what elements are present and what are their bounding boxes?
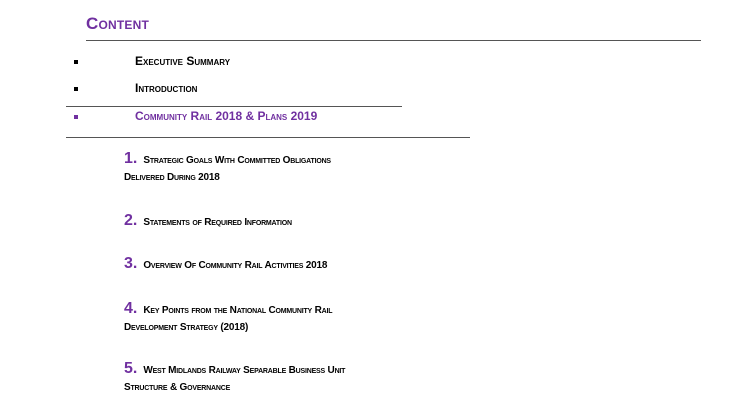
- section-5[interactable]: [124, 360, 424, 396]
- introduction-underline: [66, 106, 402, 107]
- section-5-title-line1: West Midlands Railway Separable Business Unit: [143, 365, 346, 376]
- section-2[interactable]: [124, 212, 424, 231]
- bullet-introduction: [74, 87, 78, 91]
- toc-item-introduction[interactable]: Introduction: [135, 81, 198, 95]
- section-3-number: 3.: [124, 255, 138, 272]
- section-4-title-line1: Key Points from the National Community Rail: [143, 305, 333, 316]
- section-4-title-line2: Development Strategy (2018): [124, 322, 249, 333]
- section-1-title-line1: Strategic Goals With Committed Obligations: [143, 155, 331, 166]
- heading-underline: [86, 40, 701, 41]
- section-1-title-line2: Delivered During 2018: [124, 172, 220, 183]
- content-heading: Content: [86, 14, 150, 33]
- section-1-number: 1.: [124, 150, 138, 167]
- section-2-title: Statements of Required Information: [143, 217, 292, 228]
- bullet-community-rail: [74, 115, 78, 119]
- section-4-number: 4.: [124, 300, 138, 317]
- community-rail-underline: [66, 137, 470, 138]
- toc-item-community-rail[interactable]: Community Rail 2018 & Plans 2019: [135, 109, 318, 123]
- section-2-number: 2.: [124, 212, 138, 229]
- bullet-executive-summary: [74, 60, 78, 64]
- toc-item-executive-summary[interactable]: Executive Summary: [135, 54, 231, 68]
- section-5-title-line2: Structure & Governance: [124, 382, 231, 393]
- section-4[interactable]: [124, 300, 424, 336]
- section-5-number: 5.: [124, 360, 138, 377]
- section-3[interactable]: [124, 255, 424, 274]
- section-1[interactable]: [124, 150, 424, 186]
- section-3-title: Overview Of Community Rail Activities 2018: [143, 260, 328, 271]
